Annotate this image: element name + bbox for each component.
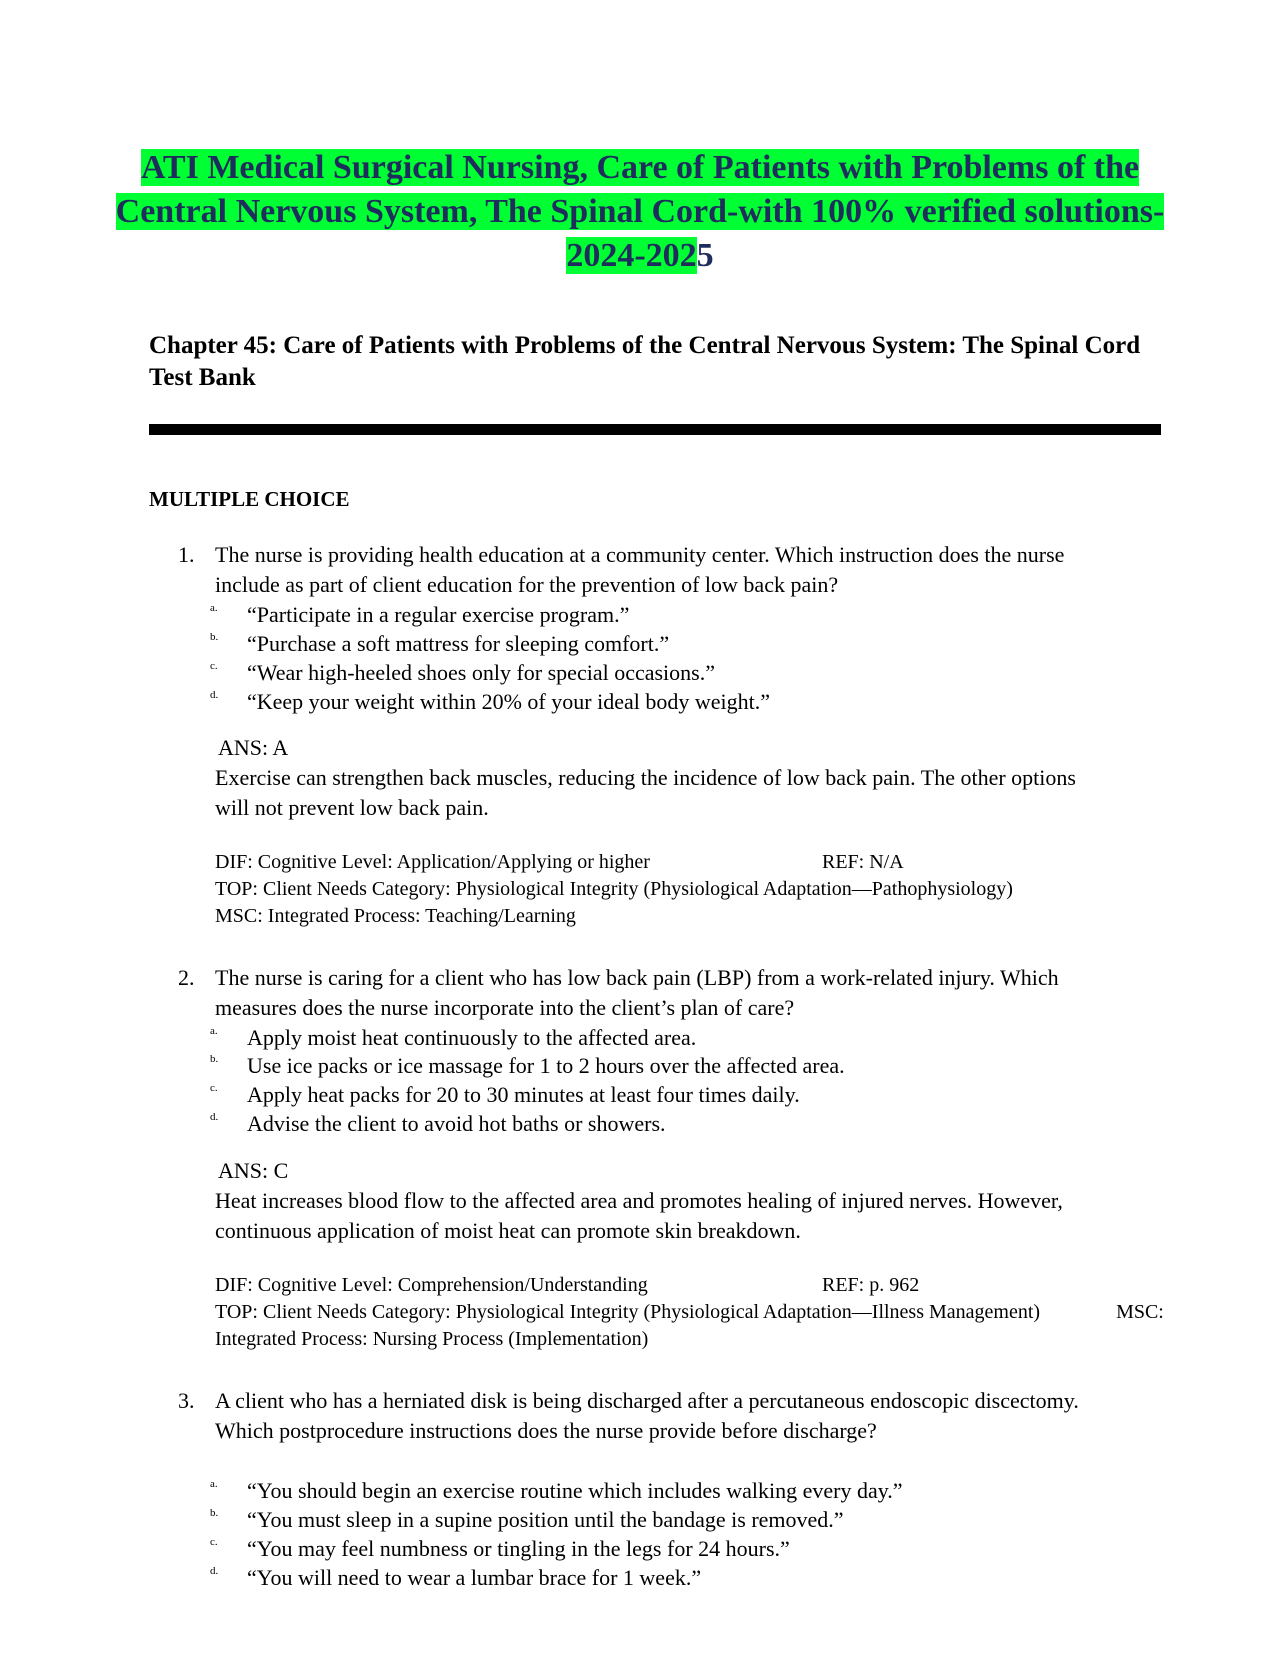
answer-key: ANS: A [218, 735, 289, 760]
option-text: “Participate in a regular exercise program.” [247, 602, 630, 627]
question-metadata [215, 1272, 1175, 1353]
title-highlighted-text: ATI Medical Surgical Nursing, Care of Patients with Problems of the Central Nervous System, The Spinal Cord-with 100% verified solutions-2024-202 [115, 149, 1165, 274]
option-letter: d. [210, 1111, 219, 1123]
option-text: “Purchase a soft mattress for sleeping comfort.” [247, 631, 670, 656]
option-letter: a. [210, 1025, 218, 1037]
option-text: Advise the client to avoid hot baths or showers. [247, 1111, 666, 1136]
document-title [100, 146, 1180, 278]
dif-ref-line [215, 1272, 1175, 1299]
option-c [0, 1080, 1280, 1109]
question-number: 2. [178, 965, 195, 990]
option-text: “You must sleep in a supine position until the bandage is removed.” [247, 1507, 844, 1532]
option-a [0, 600, 1280, 629]
option-letter: c. [210, 660, 218, 672]
question-stem: The nurse is providing health education at a community center. Which instruction does the nurse include as part of client education for the prevention of low back pain? [215, 542, 1065, 597]
option-text: “Keep your weight within 20% of your ideal body weight.” [247, 689, 770, 714]
option-text: Apply heat packs for 20 to 30 minutes at least four times daily. [247, 1082, 800, 1107]
question-stem: A client who has a herniated disk is being discharged after a percutaneous endoscopic discectomy. Which postprocedure instructions does the nurse provide before discharge? [215, 1388, 1079, 1443]
difficulty-text: DIF: Cognitive Level: Application/Applying or higher [215, 851, 650, 873]
option-letter: a. [210, 1478, 218, 1490]
option-a [0, 1023, 1280, 1052]
option-b [0, 629, 1280, 658]
option-letter: a. [210, 602, 218, 614]
option-letter: b. [210, 1053, 219, 1065]
option-letter: b. [210, 1507, 219, 1519]
option-d [0, 1563, 1280, 1592]
option-d [0, 1109, 1280, 1138]
answer-rationale: Heat increases blood flow to the affected area and promotes healing of injured nerves. However, continuous application of moist heat can promote skin breakdown. [215, 1188, 1063, 1243]
option-b [0, 1051, 1280, 1080]
answer-rationale: Exercise can strengthen back muscles, reducing the incidence of low back pain. The other options will not prevent low back pain. [215, 765, 1076, 820]
chapter-subtitle: Test Bank [149, 364, 256, 391]
heading-divider [149, 424, 1161, 435]
msc-text: MSC: Integrated Process: Nursing Process (Implementation) [215, 1301, 1164, 1350]
section-heading: MULTIPLE CHOICE [149, 487, 350, 511]
option-letter: c. [210, 1536, 218, 1548]
option-d [0, 687, 1280, 716]
option-letter: b. [210, 631, 219, 643]
question-stem: The nurse is caring for a client who has low back pain (LBP) from a work-related injury. Which measures does the nurse incorporate into the client’s plan of care? [215, 965, 1059, 1020]
topic-text: TOP: Client Needs Category: Physiological Integrity (Physiological Adaptation—Illness Management) [215, 1301, 1041, 1323]
option-text: Use ice packs or ice massage for 1 to 2 hours over the affected area. [247, 1053, 845, 1078]
answer-key: ANS: C [218, 1158, 289, 1183]
option-text: “You should begin an exercise routine which includes walking every day.” [247, 1478, 903, 1503]
option-b [0, 1505, 1280, 1534]
msc-text: MSC: Integrated Process: Teaching/Learning [215, 905, 576, 927]
question-number: 1. [178, 542, 195, 567]
option-text: Apply moist heat continuously to the affected area. [247, 1025, 697, 1050]
title-tail-text: 5 [696, 237, 714, 274]
option-letter: d. [210, 1565, 219, 1577]
option-c [0, 1534, 1280, 1563]
dif-ref-line [215, 849, 1175, 876]
question-metadata [215, 849, 1175, 930]
option-text: “You may feel numbness or tingling in the legs for 24 hours.” [247, 1536, 790, 1561]
reference-text: REF: p. 962 [822, 1274, 920, 1296]
option-a [0, 1476, 1280, 1505]
reference-text: REF: N/A [822, 851, 904, 873]
topic-msc-block [215, 1299, 1175, 1353]
option-c [0, 658, 1280, 687]
option-letter: c. [210, 1082, 218, 1094]
chapter-heading [149, 330, 1159, 394]
topic-text: TOP: Client Needs Category: Physiological Integrity (Physiological Adaptation—Pathophysiology) [215, 878, 1013, 900]
option-text: “You will need to wear a lumbar brace for 1 week.” [247, 1565, 702, 1590]
chapter-title: Chapter 45: Care of Patients with Problems of the Central Nervous System: The Spinal Cord [149, 332, 1141, 359]
option-text: “Wear high-heeled shoes only for special occasions.” [247, 660, 715, 685]
question-number: 3. [178, 1388, 195, 1413]
difficulty-text: DIF: Cognitive Level: Comprehension/Understanding [215, 1274, 648, 1296]
option-letter: d. [210, 689, 219, 701]
